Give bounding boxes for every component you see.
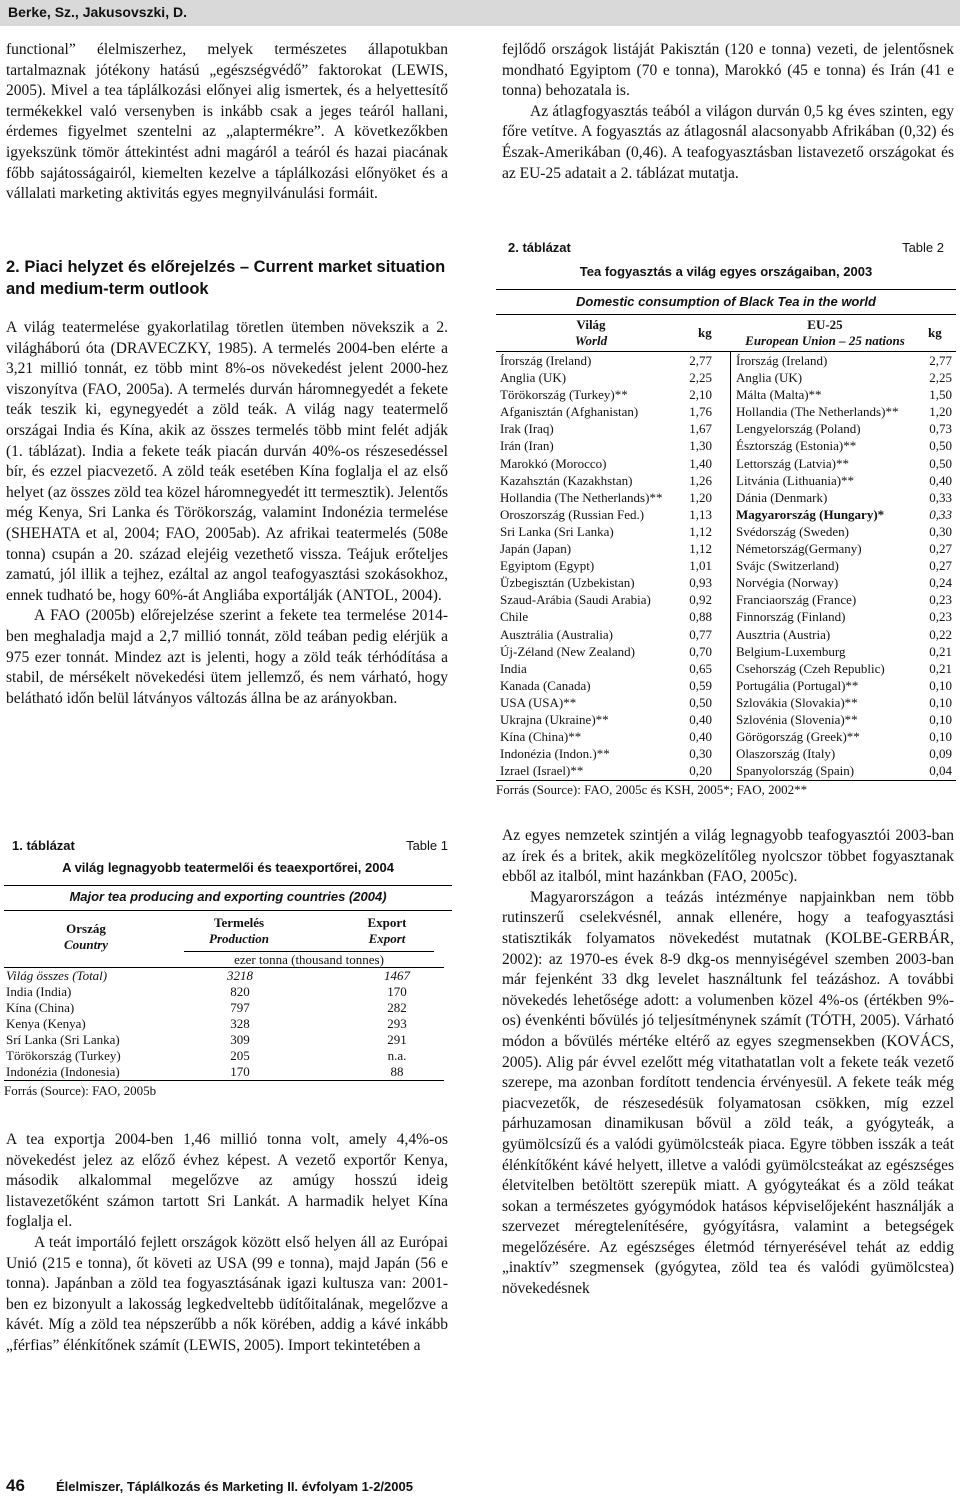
paragraph-3: A tea exportja 2004-ben 1,46 millió tonna volt, amely 4,4%-os növekedést jelez az előző évhez képest. A vezető exportőr Kenya, második alkalommal megelőzve az amúgy hosszú ideig listavezetőként számon tartott Sri Lankát. A harmadik helyet Kína foglalja el.	[6, 1131, 448, 1231]
t2-eu-country: Csehország (Czeh Republic)	[736, 660, 885, 676]
paragraph-4: A teát importáló fejlett országok között első helyen áll az Európai Unió (215 e tonna), őt követi az USA (99 e tonna), majd Japán (56 e tonna). Japánban a zöld tea fogyasztásának igazi kultusza van: 2001-ben ez bizonyult a lakosság legkedveltebb üdítőitalának, megelőzve a kávét. Míg a zöld tea népszerűbb a nők körében, addig a kávé inkább „férfias” élénkítőnek számít (LEWIS, 2005). Import tekintetében a	[6, 1233, 448, 1354]
t1-prod: 205	[230, 1048, 250, 1063]
table-row	[496, 489, 956, 506]
table-row	[496, 608, 956, 625]
table1-source: Forrás (Source): FAO, 2005b	[4, 1083, 157, 1098]
table-row	[496, 540, 956, 557]
table1-col-exp-en: Export	[368, 931, 406, 946]
table-row	[496, 677, 956, 694]
table-row	[496, 643, 956, 660]
t2-eu-country: Finnország (Finland)	[736, 609, 846, 625]
table-row	[496, 523, 956, 540]
table-row	[4, 1032, 444, 1048]
t2-world-kg: 0,65	[689, 660, 712, 676]
paragraph-2: A FAO (2005b) előrejelzése szerint a fekete tea termelése 2014-ben meghaladja majd a 2,7 millió tonnát, zöld teában pedig elérjük a 975 ezer tonnát. Mindez azt is jelenti, hogy a zöld teák térhódítása a stabil, de mérsékelt növekedési ütem jellemző, és nem várható, hogy belátható időn belül látványos változás állna be az arányokban.	[6, 607, 448, 707]
table1-total-country: Világ összes (Total)	[6, 968, 108, 983]
table-row	[496, 369, 956, 386]
table2-body	[496, 352, 956, 781]
t1-exp: 282	[387, 1000, 407, 1015]
table1-col-country-hu: Ország	[66, 921, 106, 936]
table2-label-en: Table 2	[902, 240, 944, 255]
t2-world-country: Ukrajna (Ukraine)**	[500, 711, 609, 727]
t2-world-kg: 2,10	[689, 387, 712, 403]
table-row	[496, 660, 956, 677]
journal-footer: Élelmiszer, Táplálkozás és Marketing II. évfolyam 1-2/2005	[56, 1479, 413, 1494]
t1-country: Törökország (Turkey)	[6, 1048, 121, 1063]
t2-eu-country: Spanyolország (Spain)	[736, 763, 855, 779]
t2-world-country: India	[500, 660, 527, 676]
t1-country: Kenya (Kenya)	[6, 1016, 86, 1031]
t2-eu-kg: 2,25	[929, 370, 952, 386]
table-row	[496, 506, 956, 523]
t2-world-kg: 0,59	[689, 677, 712, 693]
t2-world-kg: 0,50	[689, 694, 712, 710]
t2-world-country: Egyiptom (Egypt)	[500, 558, 595, 574]
table-row	[496, 472, 956, 489]
left-column-bottom	[6, 1130, 448, 1357]
table2-source: Forrás (Source): FAO, 2005c és KSH, 2005*; FAO, 2002**	[496, 782, 808, 797]
t2-world-country: Kanada (Canada)	[500, 677, 591, 693]
table-row	[496, 728, 956, 745]
t2-eu-kg: 0,21	[929, 643, 952, 659]
running-head-bar	[0, 0, 960, 26]
t2-eu-country: Málta (Malta)**	[736, 387, 822, 403]
t2-eu-country: Olaszország (Italy)	[736, 746, 836, 762]
t1-country: Srí Lanka (Sri Lanka)	[6, 1032, 120, 1047]
t2-world-kg: 0,30	[689, 746, 712, 762]
t2-world-kg: 1,20	[689, 489, 712, 505]
t1-prod: 309	[230, 1032, 250, 1047]
table-1	[4, 838, 452, 1099]
t2-eu-kg: 0,10	[929, 694, 952, 710]
table-row	[496, 711, 956, 728]
t2-eu-country: Magyarország (Hungary)*	[736, 506, 885, 522]
t2-world-country: Izrael (Israel)**	[500, 763, 584, 779]
t1-prod: 797	[230, 1000, 250, 1015]
t2-eu-country: Norvégia (Norway)	[736, 575, 839, 591]
table1-col-country-en: Country	[63, 937, 109, 952]
t2-world-kg: 0,20	[689, 763, 712, 779]
t2-eu-kg: 0,30	[929, 523, 952, 539]
t2-eu-country: Szlovákia (Slovakia)**	[736, 694, 858, 710]
t2-world-kg: 2,77	[689, 353, 712, 368]
left-column-body	[6, 318, 448, 709]
t2-world-country: Japán (Japan)	[500, 541, 572, 557]
t1-exp: 293	[387, 1016, 407, 1031]
t1-prod: 328	[230, 1016, 250, 1031]
t2-eu-kg: 0,33	[929, 506, 952, 522]
t2-eu-country: Írország (Ireland)	[736, 353, 828, 368]
t2-eu-kg: 0,50	[929, 455, 952, 471]
t2-eu-kg: 0,23	[929, 592, 952, 608]
table-row	[4, 1000, 444, 1016]
t2-eu-country: Lengyelország (Poland)	[736, 421, 861, 437]
t2-eu-kg: 2,77	[929, 353, 952, 368]
t2-world-country: Kína (China)**	[500, 729, 582, 745]
table-row	[496, 762, 956, 779]
t2-eu-kg: 0,73	[929, 421, 952, 437]
t2-world-country: Chile	[500, 609, 529, 625]
t1-prod: 820	[230, 984, 250, 999]
right-paragraph-3: Az egyes nemzetek szintjén a világ legnagyobb teafogyasztói 2003-ban az írek és a britek, akik megközelítőleg nyolcszor többet fogyasztanak ebből az italból, mint hazánkban (FAO, 2005c).	[502, 827, 954, 886]
t2-world-kg: 0,88	[689, 609, 712, 625]
table1-col-prod-hu: Termelés	[213, 915, 265, 930]
table-row	[496, 420, 956, 437]
t2-world-kg: 1,40	[689, 455, 712, 471]
table-row	[4, 1016, 444, 1032]
table1-col-exp-hu: Export	[367, 915, 407, 930]
t2-eu-country: Franciaország (France)	[736, 592, 857, 608]
t1-exp: 88	[390, 1064, 404, 1079]
t2-world-country: Törökország (Turkey)**	[500, 387, 628, 403]
t2-world-kg: 0,70	[689, 643, 712, 659]
t2-world-country: Új-Zéland (New Zealand)	[500, 643, 635, 659]
t2-eu-country: Németország(Germany)	[736, 541, 862, 557]
t2-eu-country: Belgium-Luxemburg	[736, 643, 846, 659]
t2-eu-country: Lettország (Latvia)**	[736, 455, 849, 471]
table1-label-en: Table 1	[406, 838, 448, 853]
t2-world-country: Hollandia (The Netherlands)**	[500, 489, 663, 505]
table1-body	[4, 967, 444, 1081]
table1-total-exp: 1467	[384, 968, 410, 983]
t2-world-kg: 0,92	[689, 592, 712, 608]
t2-world-kg: 0,77	[689, 626, 712, 642]
t2-eu-kg: 0,50	[929, 438, 952, 454]
t2-eu-country: Dánia (Denmark)	[736, 489, 828, 505]
table2-title-en: Domestic consumption of Black Tea in the world	[496, 289, 956, 309]
table-row	[496, 694, 956, 711]
table2-head-kg: kg	[698, 325, 712, 340]
t2-eu-kg: 0,09	[929, 746, 952, 762]
table2-label-hu: 2. táblázat	[508, 240, 571, 255]
table2-title-hu: Tea fogyasztás a világ egyes országaiban, 2003	[579, 264, 873, 279]
table2-head-world-hu: Világ	[576, 317, 606, 332]
t2-world-country: Szaud-Arábia (Saudi Arabia)	[500, 592, 651, 608]
table-row	[496, 455, 956, 472]
table-row	[496, 437, 956, 454]
t1-exp: n.a.	[387, 1048, 407, 1063]
table-row	[496, 557, 956, 574]
t1-prod: 170	[230, 1064, 250, 1079]
t2-world-kg: 1,12	[689, 541, 712, 557]
table1-title-hu: A világ legnagyobb teatermelői és teaexportőrei, 2004	[62, 860, 394, 875]
t2-world-kg: 0,93	[689, 575, 712, 591]
table-row	[496, 591, 956, 608]
table2-head-eu-hu: EU-25	[807, 317, 843, 332]
t2-eu-kg: 0,40	[929, 472, 952, 488]
table1-total-row	[4, 968, 444, 985]
t2-eu-kg: 0,23	[929, 609, 952, 625]
right-paragraph-1: fejlődő országok listáját Pakisztán (120 e tonna) vezeti, de jelentősnek mondható Egyiptom (70 e tonna), Marokkó (45 e tonna) és Irán (41 e tonna) behozatala is.	[502, 41, 954, 100]
t2-eu-kg: 0,22	[929, 626, 952, 642]
table-row	[4, 984, 444, 1000]
t2-world-kg: 1,13	[689, 506, 712, 522]
table2-head-eu-en: European Union – 25 nations	[745, 333, 905, 348]
t2-world-country: Ausztrália (Australia)	[500, 626, 613, 642]
t2-world-kg: 1,30	[689, 438, 712, 454]
t2-world-country: Irán (Iran)	[500, 438, 554, 454]
t2-eu-kg: 0,27	[929, 558, 952, 574]
t2-eu-kg: 0,33	[929, 489, 952, 505]
t2-world-kg: 0,40	[689, 711, 712, 727]
t2-world-kg: 1,01	[689, 558, 712, 574]
t2-world-country: Oroszország (Russian Fed.)	[500, 506, 645, 522]
table-row	[496, 745, 956, 762]
t2-eu-country: Anglia (UK)	[736, 370, 803, 386]
table-row	[4, 1064, 444, 1081]
t2-eu-country: Görögország (Greek)**	[736, 729, 860, 745]
t2-world-country: Sri Lanka (Sri Lanka)	[500, 523, 614, 539]
table-row	[496, 626, 956, 643]
left-column-top	[6, 40, 448, 205]
t2-world-kg: 1,26	[689, 472, 712, 488]
table2-head-world-en: World	[574, 333, 608, 348]
table1-unit: ezer tonna (thousand tonnes)	[184, 951, 434, 968]
t1-country: Indonézia (Indonesia)	[6, 1064, 120, 1079]
t2-eu-kg: 0,04	[929, 763, 952, 779]
t2-world-country: Anglia (UK)	[500, 370, 567, 386]
t2-world-country: Indonézia (Indon.)**	[500, 746, 610, 762]
t2-world-country: Írország (Ireland)	[500, 353, 592, 368]
t2-eu-kg: 0,27	[929, 541, 952, 557]
t2-world-kg: 1,12	[689, 523, 712, 539]
table1-col-prod-en: Production	[209, 931, 269, 946]
t2-eu-country: Észtország (Estonia)**	[736, 438, 857, 454]
table2-head-kg2: kg	[928, 325, 942, 340]
table-row	[4, 1048, 444, 1064]
t2-eu-kg: 1,50	[929, 387, 952, 403]
table-row	[496, 403, 956, 420]
table-2	[496, 240, 956, 798]
page-number: 46	[6, 1476, 25, 1495]
t2-eu-country: Litvánia (Lithuania)**	[736, 472, 855, 488]
table-row	[496, 574, 956, 591]
t2-world-country: USA (USA)**	[500, 694, 577, 710]
table2-header	[496, 314, 956, 352]
table1-total-prod: 3218	[227, 968, 253, 983]
t2-world-kg: 1,76	[689, 404, 712, 420]
footer	[6, 1476, 526, 1498]
t2-world-kg: 2,25	[689, 370, 712, 386]
t1-country: Kína (China)	[6, 1000, 75, 1015]
t2-eu-country: Ausztria (Austria)	[736, 626, 831, 642]
right-column-top	[502, 40, 954, 184]
t2-eu-country: Svédország (Sweden)	[736, 523, 849, 539]
table1-header	[4, 910, 452, 967]
t2-eu-country: Svájc (Switzerland)	[736, 558, 839, 574]
t2-world-kg: 1,67	[689, 421, 712, 437]
right-paragraph-4: Magyarországon a teázás intézménye napjainkban nem több rutinszerű cselekvésnél, annak ellenére, hogy a teafogyasztási statisztikák folyamatos növekedést mutatnak (KOLBE-GERBÁR, 2002): az 1970-es évek 8-9 dkg-os mennyiségével szemben 2003-ban már fejenként 33 dkg levelet használtunk fel teázáshoz. A további növekedés lehetősége adott: a volumenben közel 4%-os (értékben 9%-os) évenkénti bővülés jó teljesítménynek számít (TÓTH, 2005). Várható módon a bővülés mértéke eltérő az egyes szegmensekben (KOVÁCS, 2005). Alig pár évvel ezelőtt még vitathatatlan volt a fekete teák vezető szerepe, ma azonban fordított tendencia érvényesül. A fekete teák még piacvezetők, de részesedésük folyamatosan csökken, míg ezzel párhuzamosan dinamikusan bővül a zöld teák, a gyógyteák, a gyümölcsízű és a valódi gyümölcsteák piaca. Egyre többen isszák a teát élénkítőként kávé helyett, illetve a valódi gyümölcsteákat az egészséges életvitelben betöltött szerepük miatt. A gyógyteákat és a zöld teákat sokan a természetes gyógymódok hatásos képviselőjeként használják a szervezet méregtelenítésére, gyógyításra, valamint a betegségek megelőzésére. Az egészséges életmód térnyerésével tehát az eddig „inaktív” szegmensek (gyógytea, zöld tea és valódi gyümölcstea) növekedésnek	[502, 888, 954, 1298]
t2-world-country: Kazahsztán (Kazakhstan)	[500, 472, 633, 488]
intro-paragraph: functional” élelmiszerhez, melyek természetes állapotukban tartalmaznak jótékony hatású „egészségvédő” faktorokat (LEWIS, 2005). Mivel a tea táplálkozási előnyei alig ismertek, és a helyettesítő termékekkel való versenyben is inkább csak a jeges teáról hallani, érdemes figyelmet szentelni az „alaptermékre”. A következőkben igyekszünk tömör áttekintést adni magáról a teáról és hazai piacának főbb sajátosságairól, kiemelten kezelve a táplálkozási előnyöket és a vállalati marketing aktivitás egyes megnyilvánulási formáit.	[6, 41, 448, 203]
table1-title-en: Major tea producing and exporting countries (2004)	[4, 885, 452, 904]
paragraph-1: A világ teatermelése gyakorlatilag töretlen ütemben növekszik a 2. világháború óta (DRAVECZKY, 1985). A termelés 2004-ben elérte a 3,21 millió tonnát, ez több mint 8%-os növekedést jelent 2000-hez viszonyítva (FAO, 2005a). A termelés durván háromnegyedét a fekete teák teszik ki, egynegyedét a zöld teák. A világ nagy teatermelő országai India és Kína, akik az összes termelés több mint felét adják (1. táblázat). India a fekete teák piacán durván 40%-os részesedéssel bír, és ezzel piacvezető. A zöld teák esetében Kína foglalja el az első helyet (az összes zöld tea közel háromnegyedét itt termesztik). Jelentős még Kenya, Sri Lanka és Törökország, valamint Indonézia termelése (SHEHATA et al, 2004; FAO, 2005ab). Az afrikai teatermelés (508e tonna) csupán a 20. század elejéig vezethető vissza. Teájuk erőteljes zamatú, jól illik a tejhez, ezáltal az angol teafogyasztási szokásokhoz, ennek tudható be, hogy 60%-át Angliába exportálják (ANTOL, 2004).	[6, 319, 448, 604]
t2-eu-kg: 0,10	[929, 677, 952, 693]
t2-world-kg: 0,40	[689, 729, 712, 745]
table1-label-hu: 1. táblázat	[12, 838, 75, 853]
t2-eu-kg: 0,21	[929, 660, 952, 676]
t2-world-country: Üzbegisztán (Uzbekistan)	[500, 575, 635, 591]
table-row	[496, 352, 956, 369]
t2-eu-kg: 0,10	[929, 711, 952, 727]
t2-eu-kg: 0,24	[929, 575, 952, 591]
t2-eu-country: Portugália (Portugal)**	[736, 677, 859, 693]
t2-eu-kg: 0,10	[929, 729, 952, 745]
t1-exp: 170	[387, 984, 407, 999]
t2-eu-country: Hollandia (The Netherlands)**	[736, 404, 899, 420]
t2-world-country: Afganisztán (Afghanistan)	[500, 404, 639, 420]
t2-world-country: Irak (Iraq)	[500, 421, 554, 437]
table-row	[496, 386, 956, 403]
right-paragraph-2: Az átlagfogyasztás teából a világon durván 0,5 kg éves szinten, egy főre vetítve. A fogyasztás az átlagosnál alacsonyabb Afrikában (0,32) és Észak-Amerikában (0,46). A teafogyasztásban listavezető országokat és az EU-25 adatait a 2. táblázat mutatja.	[502, 102, 954, 182]
t2-world-country: Marokkó (Morocco)	[500, 455, 607, 471]
t1-country: India (India)	[6, 984, 72, 999]
section-heading: 2. Piaci helyzet és előrejelzés – Current market situation and medium-term outlook	[6, 258, 446, 298]
t2-eu-country: Szlovénia (Slovenia)**	[736, 711, 858, 727]
t1-exp: 291	[387, 1032, 407, 1047]
t2-eu-kg: 1,20	[929, 404, 952, 420]
running-head: Berke, Sz., Jakusovszki, D.	[8, 4, 187, 20]
right-column-bottom	[502, 826, 954, 1300]
